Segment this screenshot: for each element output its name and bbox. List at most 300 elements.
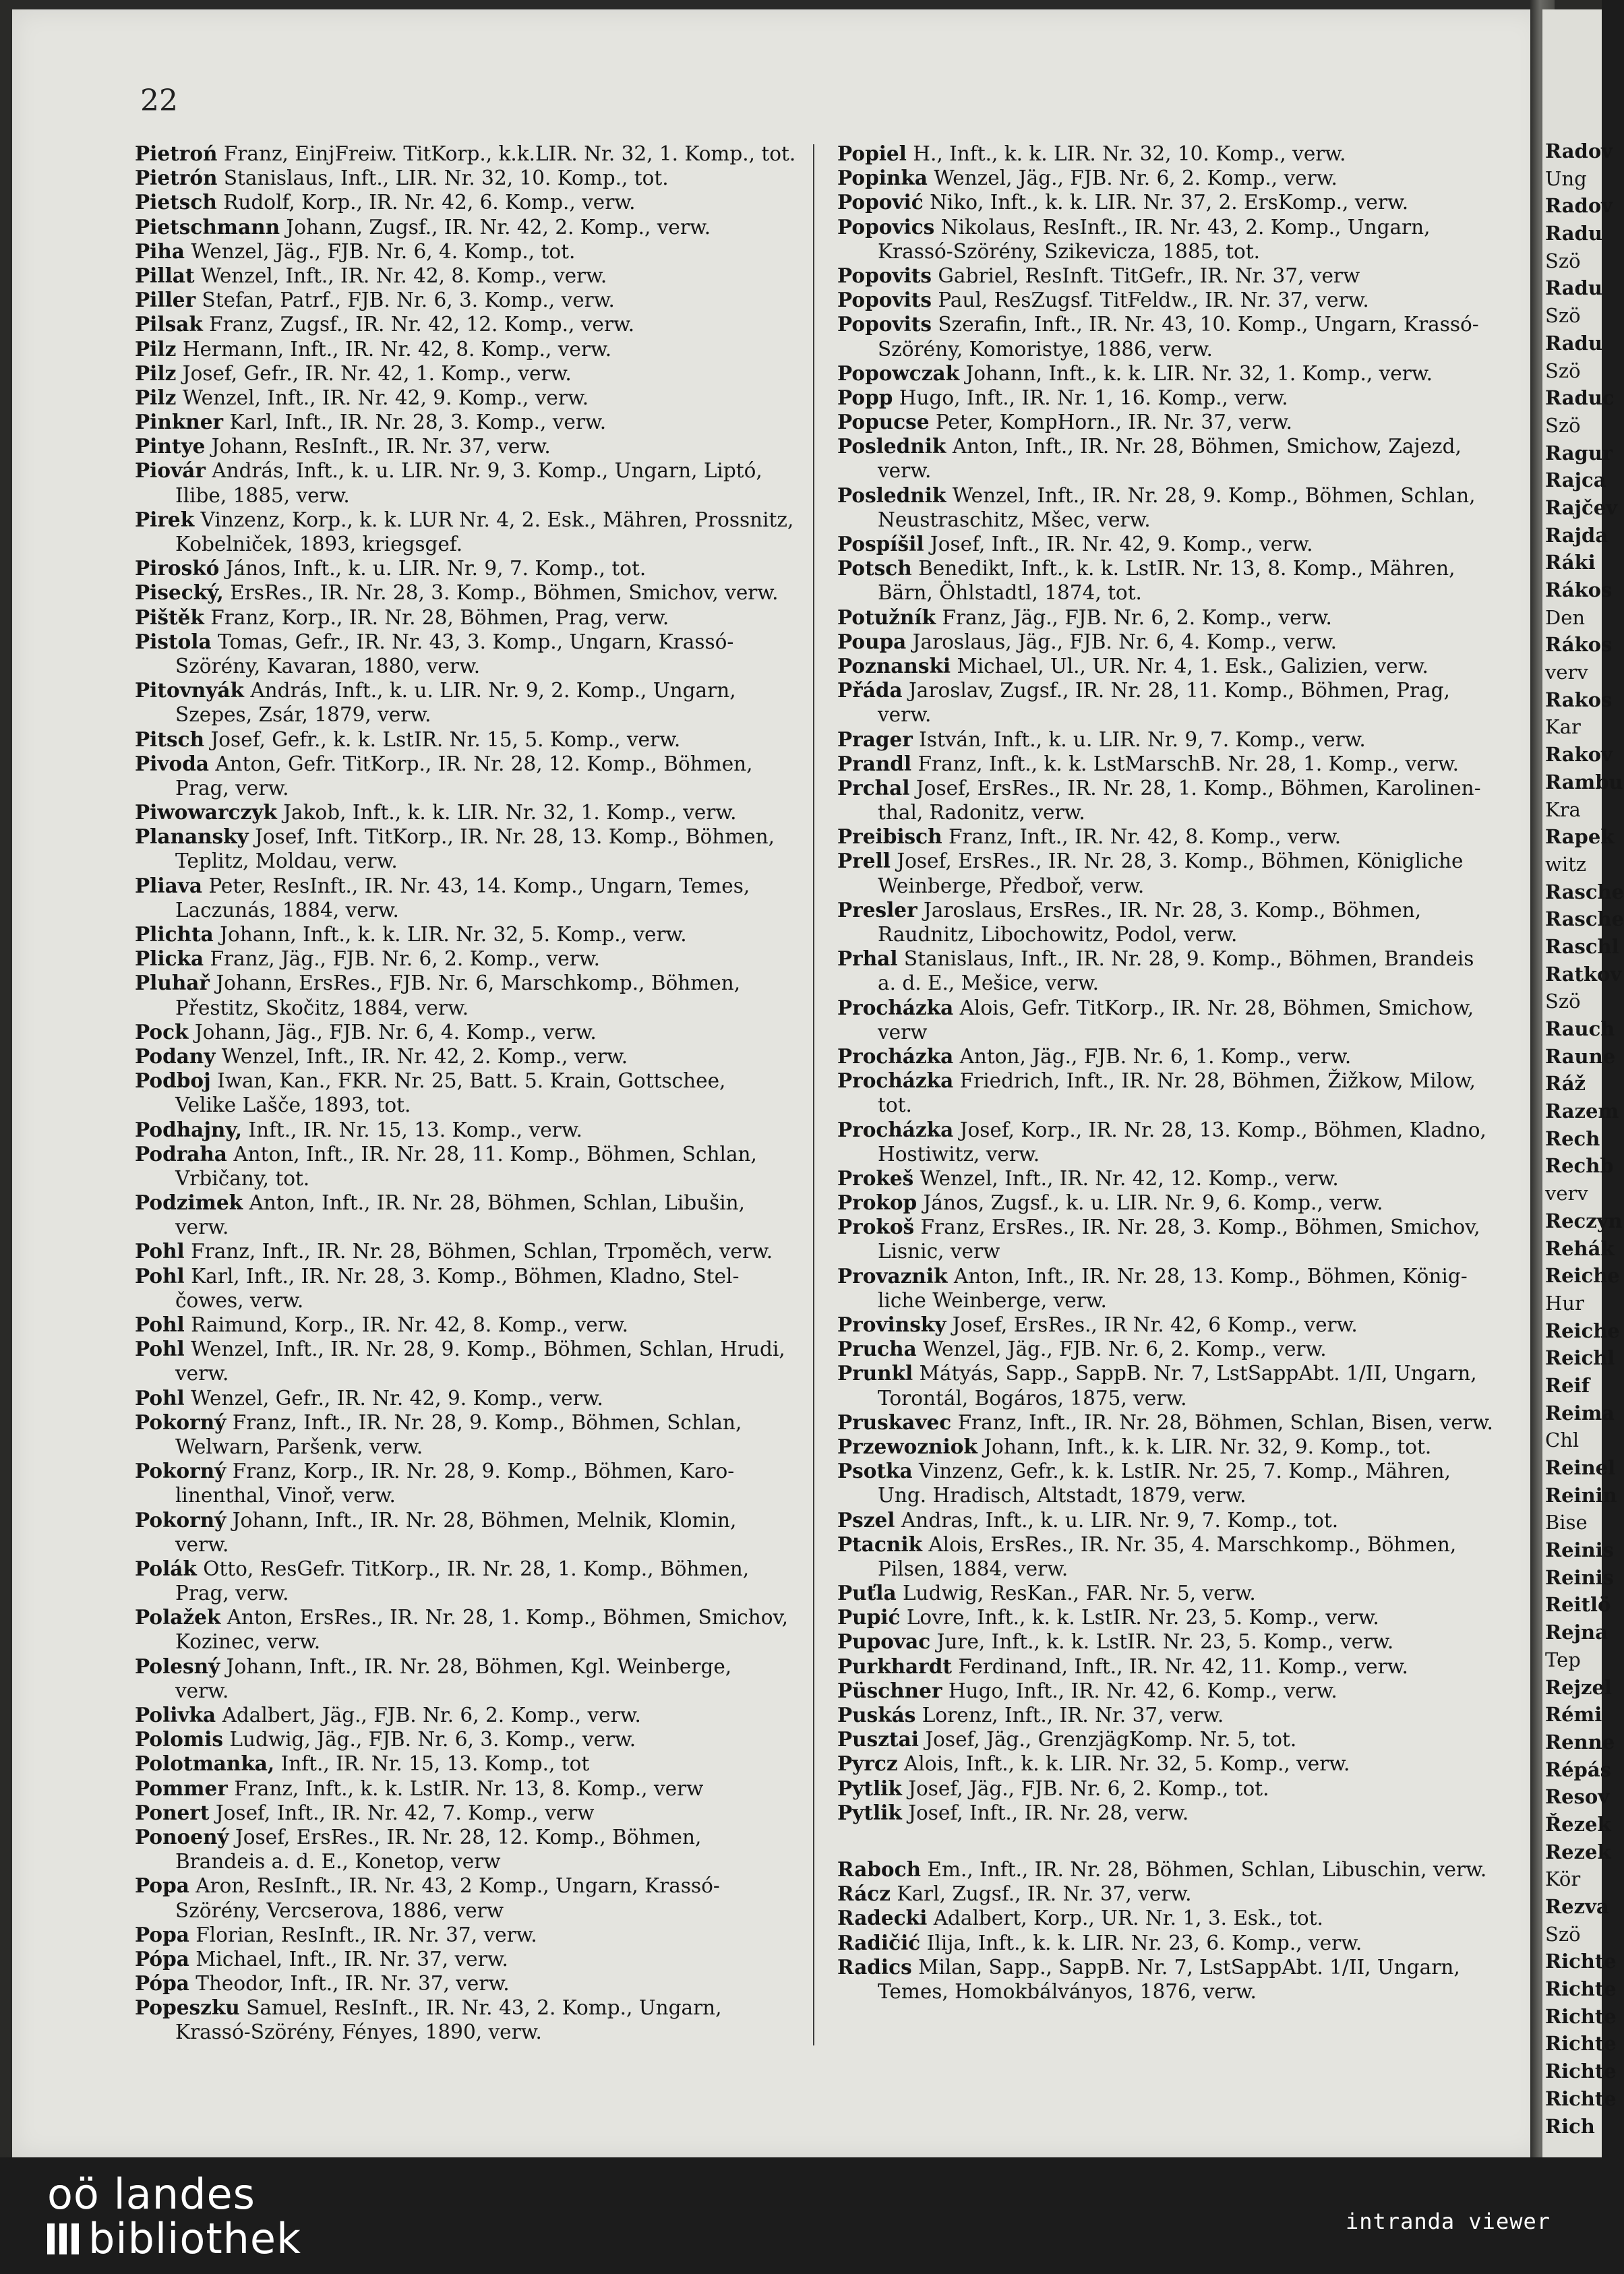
next-page-fragment: Richte bbox=[1545, 2004, 1617, 2028]
entry-details: verw. bbox=[878, 459, 932, 483]
column-divider bbox=[813, 144, 814, 2045]
entry-details: Tomas, Gefr., IR. Nr. 43, 3. Komp., Ungarn, Krassó- bbox=[218, 630, 734, 653]
next-page-fragment: Rákos bbox=[1545, 633, 1613, 657]
entry-details: Josef, Jäg., GrenzjägKomp. Nr. 5, tot. bbox=[925, 1728, 1297, 1752]
entry-line bbox=[135, 1996, 802, 2020]
next-page-fragment: Rakov bbox=[1545, 743, 1613, 767]
entry-continuation bbox=[135, 2020, 802, 2044]
entry-line bbox=[837, 1044, 1511, 1069]
entry-surname: Ponert bbox=[135, 1800, 210, 1824]
entry-line bbox=[135, 1118, 802, 1142]
entry-line bbox=[837, 1508, 1511, 1532]
entry-details: Peter, ResInft., IR. Nr. 43, 14. Komp., Ungarn, Temes, bbox=[208, 874, 750, 897]
entry-details: verw. bbox=[878, 703, 932, 727]
entry-continuation bbox=[837, 800, 1511, 825]
next-page-fragment: Resov bbox=[1545, 1785, 1610, 1809]
entry-details: Prag, verw. bbox=[175, 1582, 289, 1605]
entry-surname: Popovics bbox=[837, 214, 935, 239]
next-page-fragment: verv bbox=[1545, 1182, 1588, 1205]
entry-line bbox=[135, 288, 802, 312]
entry-surname: Pisecký, bbox=[135, 580, 224, 605]
next-page-fragment: Raschl bbox=[1545, 934, 1619, 958]
next-page-fragment: Richte bbox=[1545, 2087, 1617, 2110]
entry-continuation bbox=[837, 337, 1511, 361]
entry-surname: Pszel bbox=[837, 1507, 895, 1532]
entry-details: Wenzel, Inft., IR. Nr. 28, 9. Komp., Böhmen, Schlan, Hrudi, bbox=[191, 1338, 785, 1361]
entry-details: Alois, Gefr. TitKorp., IR. Nr. 28, Böhmen, Smichow, bbox=[959, 996, 1474, 1019]
entry-details: Josef, Korp., IR. Nr. 28, 13. Komp., Böhmen, Kladno, bbox=[959, 1118, 1486, 1141]
entry-details: Ludwig, ResKan., FAR. Nr. 5, verw. bbox=[902, 1582, 1256, 1605]
entry-line bbox=[135, 752, 802, 776]
entry-surname: Piha bbox=[135, 239, 185, 263]
next-page-fragment: Rajčev bbox=[1545, 496, 1618, 519]
entry-line bbox=[135, 947, 802, 971]
entry-continuation bbox=[837, 1020, 1511, 1044]
entry-details: čowes, verw. bbox=[175, 1288, 304, 1312]
entry-details: Karl, Zugsf., IR. Nr. 37, verw. bbox=[897, 1882, 1192, 1906]
next-page-fragment: Ráž bbox=[1545, 1072, 1586, 1096]
entry-details: Adalbert, Jäg., FJB. Nr. 6, 2. Komp., verw. bbox=[222, 1704, 641, 1727]
entry-details: thal, Radonitz, verw. bbox=[878, 801, 1085, 825]
library-logo[interactable] bbox=[47, 2172, 301, 2261]
entry-surname: Radičić bbox=[837, 1930, 921, 1954]
entry-line bbox=[837, 776, 1511, 800]
entry-continuation bbox=[135, 1532, 802, 1557]
entry-line bbox=[135, 434, 802, 458]
entry-details: Florian, ResInft., IR. Nr. 37, verw. bbox=[196, 1923, 537, 1946]
entry-details: tot. bbox=[878, 1094, 912, 1117]
entry-surname: Procházka bbox=[837, 1044, 954, 1068]
entry-details: Stanislaus, Inft., LIR. Nr. 32, 10. Komp., tot. bbox=[223, 167, 669, 190]
entry-surname: Poznanski bbox=[837, 653, 951, 678]
entry-surname: Raboch bbox=[837, 1857, 922, 1881]
entry-line bbox=[135, 264, 802, 288]
entry-line bbox=[135, 825, 802, 849]
entry-details: Anton, ErsRes., IR. Nr. 28, 1. Komp., Böhmen, Smichov, bbox=[227, 1606, 789, 1629]
entry-line bbox=[837, 166, 1511, 190]
entry-line bbox=[837, 1581, 1511, 1605]
entry-surname: Pommer bbox=[135, 1776, 228, 1800]
entry-details: Johann, ResInft., IR. Nr. 37, verw. bbox=[211, 435, 551, 458]
next-page-fragment: Rezek bbox=[1545, 1840, 1611, 1863]
entry-line bbox=[837, 264, 1511, 288]
entry-details: Szerafin, Inft., IR. Nr. 43, 10. Komp., Ungarn, Krassó- bbox=[938, 313, 1479, 336]
entry-details: Johann, Jäg., FJB. Nr. 6, 4. Komp., verw. bbox=[194, 1020, 597, 1044]
entry-surname: Pohl bbox=[135, 1313, 185, 1336]
entry-line bbox=[837, 727, 1511, 752]
entry-line bbox=[135, 1239, 802, 1263]
entry-details: Johann, Inft., IR. Nr. 28, Böhmen, Kgl. Weinberge, bbox=[226, 1654, 732, 1678]
entry-details: Michael, Ul., UR. Nr. 4, 1. Esk., Galizien, verw. bbox=[957, 654, 1428, 678]
entry-continuation bbox=[135, 1435, 802, 1459]
entry-continuation bbox=[837, 458, 1511, 483]
entry-details: Johann, Inft., IR. Nr. 28, Böhmen, Melnik, Klomin, bbox=[232, 1508, 737, 1532]
next-page-fragment: Radov bbox=[1545, 140, 1613, 162]
entry-surname: Psotka bbox=[837, 1459, 913, 1483]
entry-details: Hugo, Inft., IR. Nr. 42, 6. Komp., verw. bbox=[948, 1679, 1337, 1702]
entry-details: Iwan, Kan., FKR. Nr. 25, Batt. 5. Krain, Gottschee, bbox=[217, 1069, 726, 1093]
entry-details: Franz, Korp., IR. Nr. 28, 9. Komp., Böhmen, Karo- bbox=[232, 1460, 735, 1483]
entry-details: Nikolaus, ResInft., IR. Nr. 43, 2. Komp., Ungarn, bbox=[940, 215, 1431, 239]
entry-surname: Polák bbox=[135, 1556, 197, 1580]
entry-surname: Przewozniok bbox=[837, 1434, 978, 1458]
entry-details: Michael, Inft., IR. Nr. 37, verw. bbox=[196, 1947, 508, 1971]
next-page-fragment: Reinel bbox=[1545, 1456, 1616, 1479]
entry-line bbox=[135, 678, 802, 702]
entry-line bbox=[837, 142, 1511, 166]
entry-details: Franz, Zugsf., IR. Nr. 42, 12. Komp., verw. bbox=[209, 313, 635, 336]
viewer-brand: intranda viewer bbox=[1346, 2209, 1551, 2234]
next-page-fragment: Rejna bbox=[1545, 1621, 1608, 1644]
entry-line bbox=[837, 1435, 1511, 1459]
entry-surname: Poslednik bbox=[837, 483, 946, 507]
entry-details: Otto, ResGefr. TitKorp., IR. Nr. 28, 1. Komp., Böhmen, bbox=[203, 1557, 750, 1580]
entry-continuation bbox=[135, 1629, 802, 1654]
entry-continuation bbox=[135, 1166, 802, 1191]
next-page-fragment: Reinis bbox=[1545, 1565, 1614, 1589]
entry-details: Wenzel, Inft., IR. Nr. 42, 9. Komp., verw. bbox=[182, 386, 589, 409]
entry-line bbox=[837, 1654, 1511, 1679]
entry-details: verw. bbox=[175, 1216, 229, 1239]
next-page-fragment: Ragur bbox=[1545, 441, 1613, 465]
entry-line bbox=[837, 1906, 1511, 1930]
entry-line bbox=[135, 1191, 802, 1215]
entry-details: Raimund, Korp., IR. Nr. 42, 8. Komp., verw. bbox=[191, 1313, 628, 1336]
entry-details: Franz, Inft., IR. Nr. 28, 9. Komp., Böhmen, Schlan, bbox=[232, 1410, 742, 1434]
entry-surname: Potužník bbox=[837, 605, 936, 629]
entry-details: Niko, Inft., k. k. LIR. Nr. 37, 2. ErsKomp., verw. bbox=[930, 191, 1409, 214]
entry-details: Jaroslav, Zugsf., IR. Nr. 28, 11. Komp., Böhmen, Prag, bbox=[908, 679, 1450, 702]
entry-surname: Pištěk bbox=[135, 605, 204, 629]
entry-details: András, Inft., k. u. LIR. Nr. 9, 3. Komp., Ungarn, Liptó, bbox=[212, 459, 762, 483]
entry-line bbox=[135, 1605, 802, 1629]
entry-line bbox=[837, 1532, 1511, 1557]
entry-surname: Polotmanka, bbox=[135, 1752, 275, 1776]
next-page-fragment: Hur bbox=[1545, 1291, 1584, 1315]
next-page-fragment: Rechb bbox=[1545, 1154, 1614, 1178]
entry-surname: Pliava bbox=[135, 873, 202, 897]
next-page-fragment: Reinin bbox=[1545, 1483, 1617, 1507]
entry-surname: Pintye bbox=[135, 434, 206, 458]
entry-details: Anton, Jäg., FJB. Nr. 6, 1. Komp., verw. bbox=[959, 1044, 1352, 1068]
page-number: 22 bbox=[140, 84, 178, 118]
entry-details: Josef, Inft., IR. Nr. 28, verw. bbox=[908, 1801, 1189, 1824]
entry-continuation bbox=[837, 971, 1511, 995]
entry-surname: Popovits bbox=[837, 288, 932, 312]
entry-line bbox=[135, 922, 802, 947]
entry-details: Szörény, Vercserova, 1886, verw bbox=[175, 1898, 504, 1922]
next-page-fragment: Kar bbox=[1545, 715, 1581, 739]
entry-details: Weinberge, Předboř, verw. bbox=[878, 874, 1145, 897]
entry-line bbox=[135, 239, 802, 264]
entry-line bbox=[837, 1361, 1511, 1385]
entry-line bbox=[837, 1679, 1511, 1703]
entry-details: Neustraschitz, Mšec, verw. bbox=[878, 508, 1151, 531]
entry-surname: Pusztai bbox=[837, 1727, 919, 1752]
entry-line bbox=[135, 1142, 802, 1166]
next-page-fragment: Reif bbox=[1545, 1373, 1590, 1397]
next-page-fragment: Szö bbox=[1545, 249, 1581, 272]
entry-line bbox=[837, 1727, 1511, 1752]
entry-surname: Popa bbox=[135, 1874, 189, 1898]
entry-line bbox=[135, 1971, 802, 1996]
entry-details: Theodor, Inft., IR. Nr. 37, verw. bbox=[196, 1972, 510, 1996]
entry-line bbox=[837, 410, 1511, 434]
entry-surname: Pilz bbox=[135, 336, 177, 361]
next-page-fragment: Rákos bbox=[1545, 578, 1613, 601]
entry-surname: Puskás bbox=[837, 1703, 916, 1727]
next-page-fragment: Reczyn bbox=[1545, 1209, 1623, 1232]
entry-details: Vinzenz, Korp., k. k. LUR Nr. 4, 2. Esk., Mähren, Prossnitz, bbox=[200, 508, 794, 531]
next-page-fragment: Richte bbox=[1545, 1950, 1617, 1973]
entry-line bbox=[135, 1459, 802, 1483]
entry-details: Franz, Jäg., FJB. Nr. 6, 2. Komp., verw. bbox=[210, 947, 600, 971]
entry-surname: Püschner bbox=[837, 1678, 942, 1702]
entry-line bbox=[135, 605, 802, 630]
right-column bbox=[837, 142, 1511, 2004]
entry-surname: Poslednik bbox=[837, 434, 946, 458]
entry-line bbox=[837, 678, 1511, 702]
entry-surname: Popinka bbox=[837, 166, 928, 190]
entry-line bbox=[837, 1801, 1511, 1825]
entry-line bbox=[135, 1410, 802, 1435]
entry-details: Franz, ErsRes., IR. Nr. 28, 3. Komp., Böhmen, Smichov, bbox=[920, 1216, 1480, 1239]
entry-line bbox=[135, 1313, 802, 1337]
next-page-fragment: Rich bbox=[1545, 2114, 1595, 2138]
entry-details: Anton, Inft., IR. Nr. 28, Böhmen, Schlan, Libušin, bbox=[249, 1191, 746, 1215]
entry-continuation bbox=[837, 1979, 1511, 2004]
entry-line bbox=[837, 605, 1511, 630]
entry-details: Josef, Inft. TitKorp., IR. Nr. 28, 13. Komp., Böhmen, bbox=[255, 825, 775, 849]
entry-surname: Pilsak bbox=[135, 312, 203, 336]
entry-surname: Pupovac bbox=[837, 1629, 931, 1654]
next-page-fragment: Den bbox=[1545, 605, 1586, 629]
entry-surname: Pópa bbox=[135, 1971, 189, 1996]
entry-surname: Planansky bbox=[135, 825, 249, 849]
entry-details: Josef, ErsRes., IR. Nr. 28, 1. Komp., Böhmen, Karolinen- bbox=[915, 776, 1481, 800]
entry-surname: Pivoda bbox=[135, 751, 209, 775]
entry-surname: Piovár bbox=[135, 458, 206, 483]
entry-surname: Pilz bbox=[135, 385, 177, 409]
next-page-fragment: Reiche bbox=[1545, 1264, 1620, 1288]
entry-surname: Podboj bbox=[135, 1069, 211, 1093]
entry-details: Anton, Inft., IR. Nr. 28, Böhmen, Smichow, Zajezd, bbox=[952, 435, 1462, 458]
next-page-fragment: Reinis bbox=[1545, 1538, 1614, 1562]
entry-surname: Polesný bbox=[135, 1654, 220, 1678]
entry-surname: Popovits bbox=[837, 312, 932, 336]
next-page-fragment: Razem bbox=[1545, 1100, 1619, 1123]
logo-bars-icon bbox=[47, 2223, 79, 2254]
entry-surname: Pytlik bbox=[837, 1776, 902, 1800]
next-page-fragment: Szö bbox=[1545, 413, 1581, 437]
entry-continuation bbox=[135, 483, 802, 508]
entry-details: Hostiwitz, verw. bbox=[878, 1142, 1040, 1166]
entry-details: Krassó-Szörény, Szikevicza, 1885, tot. bbox=[878, 239, 1261, 263]
entry-details: verw. bbox=[175, 1679, 229, 1702]
entry-details: Stefan, Patrf., FJB. Nr. 6, 3. Komp., verw. bbox=[202, 289, 615, 312]
entry-surname: Pietroń bbox=[135, 142, 218, 165]
next-page-fragment: Rajda bbox=[1545, 523, 1608, 547]
entry-line bbox=[837, 1069, 1511, 1093]
entry-details: Johann, Zugsf., IR. Nr. 42, 2. Komp., verw. bbox=[286, 215, 711, 239]
entry-details: Raudnitz, Libochowitz, Podol, verw. bbox=[878, 923, 1238, 946]
entry-details: Přestitz, Skočitz, 1884, verw. bbox=[175, 996, 469, 1019]
entry-line bbox=[837, 1215, 1511, 1239]
entry-details: Ung. Hradisch, Altstadt, 1879, verw. bbox=[878, 1484, 1246, 1507]
entry-details: Em., Inft., IR. Nr. 28, Böhmen, Schlan, Libuschin, verw. bbox=[927, 1857, 1487, 1881]
entry-continuation bbox=[135, 654, 802, 678]
entry-line bbox=[135, 1508, 802, 1532]
entry-continuation bbox=[135, 1898, 802, 1923]
entry-continuation bbox=[135, 898, 802, 922]
entry-surname: Pospíšil bbox=[837, 532, 924, 556]
entry-surname: Pohl bbox=[135, 1239, 185, 1263]
entry-line bbox=[837, 1955, 1511, 1979]
entry-line bbox=[837, 752, 1511, 776]
next-page-fragment: Rezva bbox=[1545, 1895, 1609, 1918]
entry-details: Krassó-Szörény, Fényes, 1890, verw. bbox=[175, 2021, 542, 2044]
entry-continuation bbox=[837, 508, 1511, 532]
entry-line bbox=[135, 1337, 802, 1361]
entry-surname: Radics bbox=[837, 1954, 912, 1979]
entry-line bbox=[135, 337, 802, 361]
entry-line bbox=[837, 434, 1511, 458]
entry-surname: Podhajny, bbox=[135, 1117, 242, 1141]
entry-surname: Radecki bbox=[837, 1906, 928, 1930]
entry-surname: Provaznik bbox=[837, 1263, 948, 1288]
entry-details: Franz, Inft., k. k. LstMarschB. Nr. 28, 1. Komp., verw. bbox=[918, 752, 1459, 775]
entry-details: Temes, Homokbálványos, 1876, verw. bbox=[878, 1979, 1257, 2003]
entry-surname: Přáda bbox=[837, 678, 903, 702]
next-page-fragment: Reiche bbox=[1545, 1319, 1620, 1342]
entry-line bbox=[837, 532, 1511, 556]
entry-line bbox=[837, 1776, 1511, 1801]
entry-surname: Pokorný bbox=[135, 1410, 227, 1434]
entry-details: Pilsen, 1884, verw. bbox=[878, 1557, 1069, 1580]
entry-details: Josef, Gefr., k. k. LstIR. Nr. 15, 5. Komp., verw. bbox=[210, 727, 681, 751]
entry-details: Johann, Inft., k. k. LIR. Nr. 32, 9. Komp., tot. bbox=[984, 1435, 1432, 1458]
entry-details: Josef, ErsRes., IR. Nr. 28, 12. Komp., Böhmen, bbox=[235, 1825, 702, 1849]
entry-line bbox=[837, 825, 1511, 849]
entry-details: Rudolf, Korp., IR. Nr. 42, 6. Komp., verw. bbox=[223, 191, 636, 214]
entry-details: Inft., IR. Nr. 15, 13. Komp., verw. bbox=[248, 1118, 582, 1141]
entry-line bbox=[837, 898, 1511, 922]
next-page-fragment: Szö bbox=[1545, 990, 1581, 1013]
entry-details: Karl, Inft., IR. Nr. 28, 3. Komp., Böhmen, Kladno, Stel- bbox=[191, 1264, 740, 1288]
entry-surname: Plichta bbox=[135, 922, 214, 946]
entry-line bbox=[135, 727, 802, 752]
next-page-fragment: Richte bbox=[1545, 2060, 1617, 2083]
entry-details: Kozinec, verw. bbox=[175, 1630, 321, 1654]
entry-line bbox=[837, 1703, 1511, 1727]
entry-continuation bbox=[135, 996, 802, 1020]
next-page-fragment: Rasche bbox=[1545, 907, 1624, 931]
entry-line bbox=[837, 1118, 1511, 1142]
next-page-fragment: Kra bbox=[1545, 798, 1581, 821]
entry-continuation bbox=[837, 1239, 1511, 1263]
next-page-fragment: Szö bbox=[1545, 1922, 1581, 1946]
entry-details: Josef, Inft., IR. Nr. 42, 7. Komp., verw bbox=[215, 1801, 595, 1824]
entry-line bbox=[837, 556, 1511, 580]
entry-details: Josef, ErsRes., IR Nr. 42, 6 Komp., verw. bbox=[952, 1313, 1358, 1336]
entry-line bbox=[135, 142, 802, 166]
entry-continuation bbox=[837, 922, 1511, 947]
entry-line bbox=[135, 1386, 802, 1410]
entry-details: Friedrich, Inft., IR. Nr. 28, Böhmen, Žižkow, Milow, bbox=[959, 1069, 1476, 1093]
entry-details: Teplitz, Moldau, verw. bbox=[175, 849, 398, 873]
entry-details: Prag, verw. bbox=[175, 776, 289, 800]
entry-details: ErsRes., IR. Nr. 28, 3. Komp., Böhmen, Smichov, verw. bbox=[230, 581, 779, 605]
entry-details: Ilija, Inft., k. k. LIR. Nr. 23, 6. Komp., verw. bbox=[926, 1931, 1362, 1954]
entry-line bbox=[135, 1069, 802, 1093]
entry-line bbox=[135, 971, 802, 995]
entry-details: Wenzel, Inft., IR. Nr. 42, 12. Komp., verw. bbox=[920, 1166, 1339, 1190]
entry-continuation bbox=[135, 1093, 802, 1117]
entry-continuation bbox=[135, 1483, 802, 1507]
entry-details: Jaroslaus, Jäg., FJB. Nr. 6, 4. Komp., verw. bbox=[912, 630, 1337, 653]
entry-continuation bbox=[837, 1093, 1511, 1117]
entry-details: István, Inft., k. u. LIR. Nr. 9, 7. Komp., verw. bbox=[919, 727, 1366, 751]
entry-continuation bbox=[135, 1361, 802, 1385]
entry-surname: Podraha bbox=[135, 1141, 227, 1166]
entry-surname: Prunkl bbox=[837, 1361, 913, 1385]
entry-line bbox=[837, 630, 1511, 654]
next-page-fragment: Renne bbox=[1545, 1730, 1615, 1754]
entry-surname: Rácz bbox=[837, 1882, 891, 1906]
entry-continuation bbox=[837, 1557, 1511, 1581]
entry-line bbox=[837, 1264, 1511, 1288]
entry-surname: Pohl bbox=[135, 1263, 185, 1288]
entry-details: Kobelniček, 1893, kriegsgef. bbox=[175, 533, 463, 556]
entry-surname: Presler bbox=[837, 897, 918, 922]
section-gap bbox=[837, 1825, 1511, 1857]
entry-surname: Preibisch bbox=[837, 825, 942, 849]
entry-details: Ferdinand, Inft., IR. Nr. 42, 11. Komp., verw. bbox=[958, 1654, 1408, 1678]
entry-details: András, Inft., k. u. LIR. Nr. 9, 2. Komp., Ungarn, bbox=[250, 679, 736, 702]
entry-details: Hugo, Inft., IR. Nr. 1, 16. Komp., verw. bbox=[899, 386, 1288, 409]
entry-continuation bbox=[837, 702, 1511, 727]
entry-continuation bbox=[135, 532, 802, 556]
entry-details: Wenzel, Jäg., FJB. Nr. 6, 4. Komp., tot. bbox=[191, 239, 576, 263]
entry-line bbox=[837, 1313, 1511, 1337]
entry-line bbox=[135, 458, 802, 483]
entry-surname: Pokorný bbox=[135, 1459, 227, 1483]
entry-surname: Prhal bbox=[837, 947, 898, 971]
entry-surname: Podany bbox=[135, 1044, 216, 1068]
entry-details: Josef, ErsRes., IR. Nr. 28, 3. Komp., Böhmen, Königliche bbox=[897, 849, 1464, 873]
entry-surname: Popiel bbox=[837, 142, 907, 165]
next-page-fragment: Rémi bbox=[1545, 1703, 1602, 1727]
entry-surname: Pluhař bbox=[135, 971, 210, 995]
entry-surname: Pytlik bbox=[837, 1800, 902, 1824]
entry-details: Adalbert, Korp., UR. Nr. 1, 3. Esk., tot. bbox=[933, 1907, 1323, 1930]
entry-line bbox=[135, 190, 802, 214]
entry-line bbox=[135, 1923, 802, 1947]
entry-details: János, Zugsf., k. u. LIR. Nr. 9, 6. Komp., verw. bbox=[923, 1191, 1383, 1215]
entry-line bbox=[837, 386, 1511, 410]
entry-surname: Pietsch bbox=[135, 190, 217, 214]
entry-line bbox=[837, 312, 1511, 336]
entry-continuation bbox=[135, 1849, 802, 1874]
entry-details: verw. bbox=[175, 1532, 229, 1556]
next-page-fragment: Ung bbox=[1545, 167, 1587, 190]
entry-details: Ludwig, Jäg., FJB. Nr. 6, 3. Komp., verw. bbox=[229, 1728, 636, 1752]
document-page bbox=[12, 9, 1542, 2157]
entry-details: Anton, Inft., IR. Nr. 28, 13. Komp., Böhmen, König- bbox=[953, 1264, 1468, 1288]
next-page-fragment: Řezek bbox=[1545, 1812, 1611, 1836]
entry-line bbox=[135, 410, 802, 434]
entry-surname: Polažek bbox=[135, 1605, 221, 1629]
